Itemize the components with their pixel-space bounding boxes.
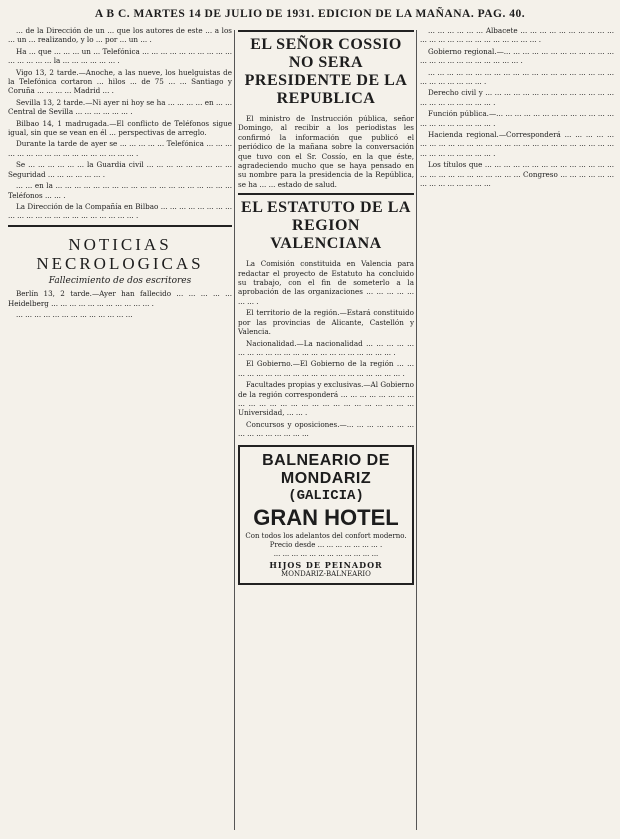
article-paragraph: Gobierno regional.—... ... ... ... ... ... ... ... ... ... ... ... ... ... ... ... ... ... ... ... ... ... ... . <box>420 46 614 66</box>
ad-line: ... ... ... ... ... ... ... ... ... ... ... ... <box>273 549 379 558</box>
article-paragraph: Se ... ... ... ... ... ... la Guardia civil ... ... ... ... ... ... ... ... ... Seguridad ... ... ... ... ... ... . <box>8 160 232 179</box>
article-paragraph: Ha ... que ... ... ... un ... Telefónica ... ... ... ... ... ... ... ... ... ... ... ... ... ... ... la ... ... ... ... ... ... . <box>8 46 232 66</box>
obituary-title: NOTICIAS NECROLOGICAS <box>36 234 204 273</box>
article-paragraph: Nacionalidad.—La nacionalidad ... ... ... ... ... ... ... ... ... ... ... ... ... ... ... ... ... ... ... ... ... ... . <box>238 338 414 357</box>
advertisement-balneario <box>238 445 414 585</box>
article-paragraph: ... de la Dirección de un ... que los autores de este ... a los ... un ... realizando, y lo ... por ... un ... . <box>8 26 232 45</box>
article-paragraph: Los títulos que ... ... ... ... ... ... ... ... ... ... ... ... ... ... ... ... ... ... ... ... ... ... ... ... ... Congreso ... ... ... ... ... ... ... ... ... ... ... ... ... ... <box>420 160 614 189</box>
ad-signature: HIJOS DE PEINADOR <box>269 559 383 570</box>
section-rule <box>238 30 414 32</box>
article-paragraph: ... ... ... ... ... ... Albacete ... ... ... ... ... ... ... ... ... ... ... ... ... ... ... ... ... ... ... ... ... ... ... . <box>420 26 614 45</box>
ad-line: Con todos los adelantos del confort moderno. <box>245 531 407 540</box>
column-middle <box>238 26 414 585</box>
column-left <box>8 26 232 321</box>
article-paragraph: Derecho civil y ... ... ... ... ... ... ... ... ... ... ... ... ... ... ... ... ... ... ... ... ... ... . <box>420 88 614 107</box>
headline-cossio: EL SEÑOR COSSIO NO SERA PRESIDENTE DE LA REPUBLICA <box>244 36 408 107</box>
ad-name: BALNEARIO DE MONDARIZ <box>262 451 390 487</box>
article-paragraph: Sevilla 13, 2 tarde.—Ni ayer ni hoy se ha ... ... ... ... en ... ... Central de Sevilla ... ... ... ... ... ... . <box>8 97 232 117</box>
obituary-paragraph: ... ... ... ... ... ... ... ... ... ... ... ... ... <box>16 309 133 319</box>
column-divider <box>416 30 417 830</box>
ad-line: Precio desde ... ... ... ... ... ... ... . <box>269 540 383 549</box>
article-paragraph: ... ... en la ... ... ... ... ... ... ... ... ... ... ... ... ... ... ... ... ... ... ... Teléfonos ... ... . <box>8 181 232 200</box>
article-paragraph: Función pública.—... ... ... ... ... ... ... ... ... ... ... ... ... ... ... ... ... ... ... ... ... . <box>420 109 614 128</box>
obituary-subtitle: Fallecimiento de dos escritores <box>48 275 192 286</box>
article-paragraph: El ministro de Instrucción pública, señor Domingo, al recibir a los periodistas les confirmó la información que publicó el periódico de la mañana sobre la conversación que tuvo con el Sr. Cossío, en la que éste, agradeciendo mucho que se haya pensado en su nombre para la presidencia de la República, se ha ... ... estado de salud. <box>238 114 414 189</box>
ad-region: (GALICIA) <box>288 487 364 504</box>
article-paragraph: Bilbao 14, 1 madrugada.—El conflicto de Teléfonos sigue igual, sin que se vean en él ... perspectivas de arreglo. <box>8 118 232 138</box>
ad-hotel: GRAN HOTEL <box>253 504 399 530</box>
article-paragraph: Hacienda regional.—Corresponderá ... ... ... ... ... ... ... ... ... ... ... ... ... ... ... ... ... ... ... ... ... ... ... ... ... ... ... ... ... ... ... ... ... ... . <box>420 130 614 158</box>
article-paragraph: Vigo 13, 2 tarde.—Anoche, a las nueve, los huelguistas de la Telefónica cortaron ... hilos ... de 75 ... ... Santiago y Coruña ... ... ... ... Madrid ... . <box>8 67 232 96</box>
article-paragraph: Facultades propias y exclusivas.—Al Gobierno de la región corresponderá ... ... ... ... ... ... ... ... ... ... ... ... ... ... ... ... ... ... ... ... ... ... ... ... ... Universidad, ... ... . <box>238 380 414 418</box>
article-paragraph: ... ... ... ... ... ... ... ... ... ... ... ... ... ... ... ... ... ... ... ... ... ... ... ... ... ... ... . <box>420 67 614 87</box>
article-paragraph: La Comisión constituida en Valencia para redactar el proyecto de Estatuto ha concluido su trabajo, con el fin de someterlo a la aprobación de las organizaciones ... ... ... ... ... ... ... . <box>238 259 414 306</box>
headline-estatuto: EL ESTATUTO DE LA REGION VALENCIANA <box>241 199 411 253</box>
article-paragraph: Durante la tarde de ayer se ... ... ... ... ... Telefónica ... ... ... ... ... ... ... ... ... ... ... ... ... ... ... ... ... . <box>8 139 232 158</box>
page-header: A B C. MARTES 14 DE JULIO DE 1931. EDICION DE LA MAÑANA. PAG. 40. <box>94 8 526 20</box>
section-rule <box>238 193 414 195</box>
column-divider <box>234 30 235 830</box>
article-paragraph: El territorio de la región.—Estará constituido por las provincias de Alicante, Castellón y Valencia. <box>238 308 414 337</box>
section-rule <box>8 225 232 227</box>
article-paragraph: El Gobierno.—El Gobierno de la región ... ... ... ... ... ... ... ... ... ... ... ... ... ... ... ... ... ... ... ... . <box>238 359 414 378</box>
article-paragraph: La Dirección de la Compañía en Bilbao ... ... ... ... ... ... ... ... ... ... ... ... ... ... ... ... ... ... ... ... ... ... . <box>8 201 232 221</box>
ad-location: MONDARIZ-BALNEARIO <box>281 569 371 578</box>
article-paragraph: Concursos y oposiciones.—... ... ... ... ... ... ... ... ... ... ... ... ... ... ... <box>238 419 414 439</box>
obituary-paragraph: Berlín 13, 2 tarde.—Ayer han fallecido ... ... ... ... ... Heidelberg ... ... ... ... ... ... ... ... ... ... ... . <box>8 289 232 308</box>
column-right <box>420 26 614 191</box>
